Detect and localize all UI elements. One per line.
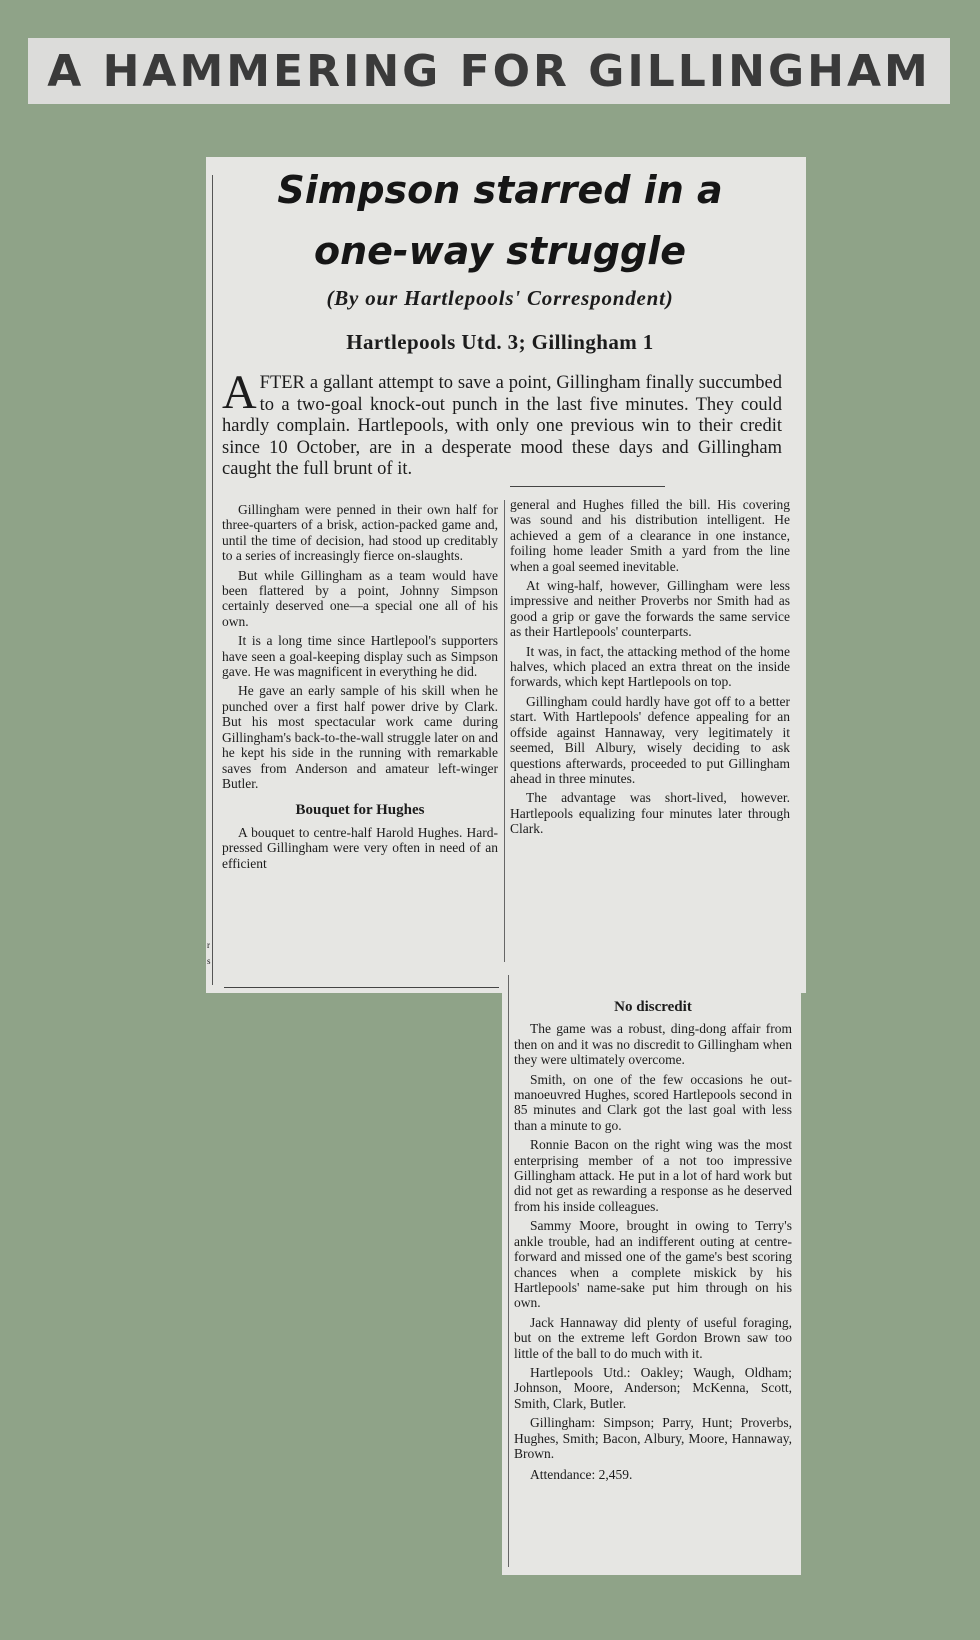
paragraph: The game was a robust, ding-dong affair from then on and it was no discredit to Gillingham when they were ultimately overcome. bbox=[514, 1021, 792, 1068]
paragraph: But while Gillingham as a team would have been flattered by a point, Johnny Simpson certainly deserved one—a special one all of his own. bbox=[222, 567, 498, 629]
team-lineup: Gillingham: Simpson; Parry, Hunt; Proverbs, Hughes, Smith; Bacon, Albury, Moore, Hannaway, Brown. bbox=[514, 1415, 792, 1461]
subheading: No discredit bbox=[614, 999, 692, 1015]
paragraph: It was, in fact, the attacking method of the home halves, which placed an extra threat on the inside forwards, which kept Hartlepools on top. bbox=[510, 643, 790, 690]
article-column-3 bbox=[514, 1000, 792, 1487]
paragraph: Smith, on one of the few occasions he out-manoeuvred Hughes, scored Hartlepools second in 85 minutes and Clark got the last goal with less than a minute to go. bbox=[514, 1071, 792, 1133]
margin-mark: s bbox=[207, 956, 211, 966]
section-banner bbox=[28, 38, 950, 104]
drop-cap: A bbox=[222, 366, 257, 419]
column-rule bbox=[504, 500, 505, 962]
paragraph: Gillingham were penned in their own half for three-quarters of a brisk, action-packed game and, until the time of decision, had stood up creditably to a series of increasingly fierce on-slaughts. bbox=[222, 502, 498, 564]
headline bbox=[230, 160, 770, 282]
attendance: Attendance: 2,459. bbox=[530, 1467, 633, 1483]
column-rule bbox=[508, 975, 509, 1567]
lead-paragraph bbox=[222, 366, 782, 481]
divider bbox=[224, 987, 499, 988]
left-column-rule bbox=[212, 175, 213, 985]
paragraph: A bouquet to centre-half Harold Hughes. Hard-pressed Gillingham were very often in need of an efficient bbox=[222, 824, 498, 871]
score-line: Hartlepools Utd. 3; Gillingham 1 bbox=[346, 330, 654, 354]
lead-text: FTER a gallant attempt to save a point, Gillingham finally succumbed to a two-goal knock-out punch in the last five minutes. They could hardly complain. Hartlepools, with only one previous win to their credit since 10 October, are in a desperate mood these days and Gillingham caught the full brunt of it. bbox=[222, 373, 782, 479]
subheading: Bouquet for Hughes bbox=[295, 802, 425, 819]
headline-line-1: Simpson starred in a bbox=[277, 168, 723, 212]
team-lineup: Hartlepools Utd.: Oakley; Waugh, Oldham; Johnson, Moore, Anderson; McKenna, Scott, Smith, Clark, Butler. bbox=[514, 1364, 792, 1411]
byline: (By our Hartlepools' Correspondent) bbox=[326, 286, 674, 310]
paragraph: It is a long time since Hartlepool's supporters have seen a goal-keeping display such as Simpson gave. He was magnificent in everything he did. bbox=[222, 633, 498, 680]
paragraph: Ronnie Bacon on the right wing was the most enterprising member of a not too impressive Gillingham attack. He put in a lot of hard work but did not get as rewarding a response as he deserved from his inside colleagues. bbox=[514, 1137, 792, 1214]
paragraph: The advantage was short-lived, however. Hartlepools equalizing four minutes later through Clark. bbox=[510, 790, 790, 837]
paragraph: Gillingham could hardly have got off to a better start. With Hartlepools' defence appealing for an offside against Hannaway, very legitimately it seemed, Bill Albury, wisely deciding to ask questions afterwards, proceeded to put Gillingham ahead in three minutes. bbox=[510, 693, 790, 786]
paragraph: general and Hughes filled the bill. His covering was sound and his distribution intelligent. He achieved a gem of a clearance in one instance, foiling home leader Smith a yard from the line when a goal seemed inevitable. bbox=[510, 497, 790, 574]
divider bbox=[510, 486, 665, 487]
headline-line-2: one-way struggle bbox=[313, 229, 687, 273]
article-column-1 bbox=[222, 502, 498, 875]
paragraph: He gave an early sample of his skill when he punched over a first half power drive by Clark. But his most spectacular work came during Gillingham's back-to-the-wall struggle later on and he kept his side in the running with remarkable saves from Anderson and amateur left-winger Butler. bbox=[222, 683, 498, 791]
paragraph: Sammy Moore, brought in owing to Terry's ankle trouble, had an indifferent outing at centre-forward and missed one of the game's best scoring chances when a complete miskick by his Hartlepools' name-sake put him through on his own. bbox=[514, 1218, 792, 1311]
paragraph: At wing-half, however, Gillingham were less impressive and neither Proverbs nor Smith had as good a grip or gave the forwards the same service as their Hartlepools' counterparts. bbox=[510, 578, 790, 640]
paragraph: Jack Hannaway did plenty of useful foraging, but on the extreme left Gordon Brown saw too little of the ball to do much with it. bbox=[514, 1314, 792, 1361]
banner-title: A HAMMERING FOR GILLINGHAM bbox=[47, 45, 931, 97]
article-column-2 bbox=[510, 497, 790, 841]
margin-mark: r bbox=[207, 940, 210, 950]
